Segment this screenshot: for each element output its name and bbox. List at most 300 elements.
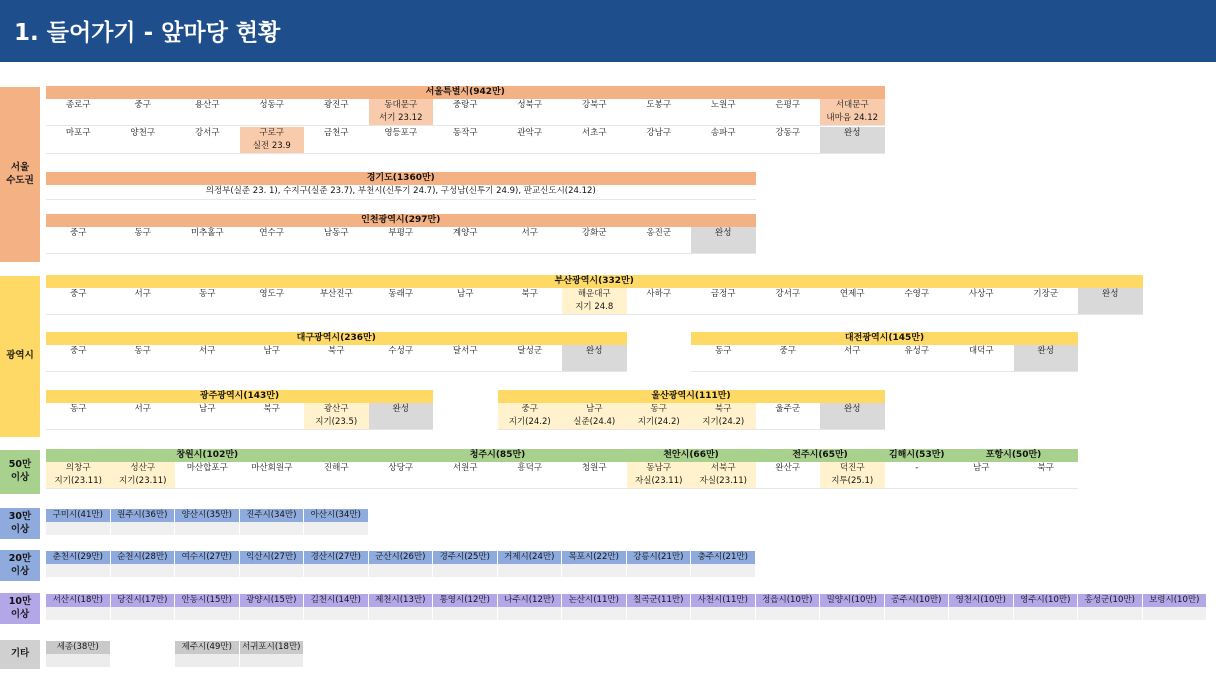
row-divider bbox=[46, 253, 756, 254]
region-note-empty bbox=[175, 112, 240, 125]
region-note-empty bbox=[949, 301, 1014, 314]
region-note: 지투(25.1) bbox=[820, 475, 885, 488]
city-note-empty bbox=[433, 607, 497, 620]
group-label-capital: 서울 수도권 bbox=[0, 86, 40, 262]
region-name: 서구 bbox=[134, 404, 151, 415]
city-cell: 진주시(34만) bbox=[240, 509, 304, 522]
city-cell: 칠곡군(11만) bbox=[627, 594, 691, 607]
region-name: 강화군 bbox=[581, 228, 607, 239]
region-note-empty bbox=[949, 475, 1014, 488]
city-note-empty bbox=[820, 607, 884, 620]
region-note-empty bbox=[820, 140, 885, 153]
city-cell: 세종(38만) bbox=[46, 641, 110, 654]
row-divider bbox=[46, 314, 1143, 315]
region-note-empty bbox=[46, 112, 111, 125]
region-note-empty bbox=[369, 240, 434, 253]
city-note-empty bbox=[691, 564, 755, 577]
region-note-empty bbox=[175, 301, 240, 314]
region-note-empty bbox=[433, 240, 498, 253]
region-name: 수성구 bbox=[388, 346, 414, 357]
region-note-empty bbox=[175, 140, 240, 153]
city-note-empty bbox=[111, 607, 175, 620]
region-note-empty bbox=[433, 140, 498, 153]
region-name: 성동구 bbox=[259, 100, 285, 111]
city-header: 김해시(53만) bbox=[885, 449, 950, 462]
region-note: 지기(24.2) bbox=[627, 416, 692, 429]
region-name: 완성 bbox=[369, 403, 434, 416]
region-note-empty bbox=[46, 358, 111, 371]
city-note-empty bbox=[175, 654, 239, 667]
city-note-empty bbox=[304, 564, 368, 577]
region-note-empty bbox=[756, 301, 821, 314]
gwangju-header: 광주광역시(143만) bbox=[46, 390, 433, 403]
city-note-empty bbox=[433, 564, 497, 577]
region-name: 양천구 bbox=[130, 128, 156, 139]
region-name: 북구 bbox=[1037, 463, 1054, 474]
city-cell: 아산시(34만) bbox=[304, 509, 368, 522]
city-cell: 거제시(24만) bbox=[498, 551, 562, 564]
city-note-empty bbox=[627, 564, 691, 577]
region-name: 달서구 bbox=[452, 346, 478, 357]
region-name: 중구 bbox=[134, 100, 151, 111]
city-cell: 서귀포시(18만) bbox=[240, 641, 304, 654]
ulsan-header: 울산광역시(111만) bbox=[498, 390, 885, 403]
city-cell: 목포시(22만) bbox=[562, 551, 626, 564]
row-divider bbox=[46, 371, 627, 372]
city-cell: 밀양시(10만) bbox=[820, 594, 884, 607]
city-note-empty bbox=[756, 607, 820, 620]
region-note-empty bbox=[627, 240, 692, 253]
group-label-over30: 30만 이상 bbox=[0, 507, 40, 539]
city-cell: 사천시(11만) bbox=[691, 594, 755, 607]
region-note-empty bbox=[46, 140, 111, 153]
city-cell: 원주시(36만) bbox=[111, 509, 175, 522]
city-note-empty bbox=[175, 564, 239, 577]
region-name: 마산회원구 bbox=[251, 463, 293, 474]
region-name: 북구 bbox=[691, 403, 756, 416]
region-name: 유성구 bbox=[904, 346, 930, 357]
region-note: 지기(23.11) bbox=[46, 475, 111, 488]
city-header: 창원시(102만) bbox=[46, 449, 369, 462]
region-name: 미추홀구 bbox=[190, 228, 224, 239]
city-note-empty bbox=[498, 564, 562, 577]
region-name: 동구 bbox=[134, 346, 151, 357]
region-note-empty bbox=[369, 301, 434, 314]
region-name: 마산합포구 bbox=[186, 463, 228, 474]
region-note-empty bbox=[175, 416, 240, 429]
region-name: 수영구 bbox=[904, 289, 930, 300]
city-cell: 강릉시(21만) bbox=[627, 551, 691, 564]
city-cell: 서산시(18만) bbox=[46, 594, 110, 607]
region-note-empty bbox=[498, 240, 563, 253]
region-note-empty bbox=[175, 240, 240, 253]
region-name: 중구 bbox=[498, 403, 563, 416]
region-name: 강북구 bbox=[581, 100, 607, 111]
region-name: 남구 bbox=[263, 346, 280, 357]
city-cell: 정읍시(10만) bbox=[756, 594, 820, 607]
region-note-empty bbox=[562, 140, 627, 153]
region-name: 부산진구 bbox=[319, 289, 353, 300]
region-note-empty bbox=[820, 416, 885, 429]
region-note-empty bbox=[691, 358, 756, 371]
region-name: 영등포구 bbox=[384, 128, 418, 139]
region-note: 서기 23.12 bbox=[369, 112, 434, 125]
region-name: 종로구 bbox=[65, 100, 91, 111]
region-note-empty bbox=[46, 301, 111, 314]
city-note-empty bbox=[46, 564, 110, 577]
region-note-empty bbox=[691, 112, 756, 125]
region-name: 동구 bbox=[70, 404, 87, 415]
region-name: 동작구 bbox=[452, 128, 478, 139]
city-cell: 광양시(15만) bbox=[240, 594, 304, 607]
daejeon-header: 대전광역시(145만) bbox=[691, 332, 1078, 345]
row-divider bbox=[46, 199, 756, 200]
city-note-empty bbox=[46, 522, 110, 535]
incheon-header: 인천광역시(297만) bbox=[46, 214, 756, 227]
region-note-empty bbox=[240, 416, 305, 429]
city-cell: 군산시(26만) bbox=[369, 551, 433, 564]
region-note-empty bbox=[1014, 358, 1079, 371]
region-note-empty bbox=[885, 301, 950, 314]
region-name: 서구 bbox=[844, 346, 861, 357]
region-name: 흥덕구 bbox=[517, 463, 543, 474]
region-note-empty bbox=[1014, 301, 1079, 314]
city-header: 청주시(85만) bbox=[369, 449, 627, 462]
region-name: 영도구 bbox=[259, 289, 285, 300]
region-name: 서원구 bbox=[452, 463, 478, 474]
region-note-empty bbox=[175, 475, 240, 488]
title-bar bbox=[0, 0, 1216, 62]
region-name: 용산구 bbox=[194, 100, 220, 111]
region-name: 중구 bbox=[70, 289, 87, 300]
city-note-empty bbox=[46, 607, 110, 620]
city-header: 포항시(50만) bbox=[949, 449, 1078, 462]
region-note-empty bbox=[369, 358, 434, 371]
region-name: 동구 bbox=[134, 228, 151, 239]
region-note-empty bbox=[111, 112, 176, 125]
city-note-empty bbox=[304, 607, 368, 620]
region-note-empty bbox=[111, 358, 176, 371]
region-note-empty bbox=[562, 240, 627, 253]
region-note-empty bbox=[369, 140, 434, 153]
region-name: 구로구 bbox=[240, 127, 305, 140]
region-name: 북구 bbox=[521, 289, 538, 300]
city-note-empty bbox=[627, 607, 691, 620]
region-note-empty bbox=[111, 140, 176, 153]
region-name: 광산구 bbox=[304, 403, 369, 416]
region-name: 송파구 bbox=[710, 128, 736, 139]
region-name: 완성 bbox=[820, 127, 885, 140]
city-cell: 제천시(13만) bbox=[369, 594, 433, 607]
region-note: 자실(23.11) bbox=[691, 475, 756, 488]
region-note-empty bbox=[562, 358, 627, 371]
region-note-empty bbox=[240, 358, 305, 371]
region-note-empty bbox=[111, 416, 176, 429]
city-cell: 제주시(49만) bbox=[175, 641, 239, 654]
region-note: 실준(24.4) bbox=[562, 416, 627, 429]
region-name: 서대문구 bbox=[820, 99, 885, 112]
city-cell: 나주시(12만) bbox=[498, 594, 562, 607]
seoul-header: 서울특별시(942만) bbox=[46, 86, 885, 99]
region-name: 진해구 bbox=[323, 463, 349, 474]
region-note-empty bbox=[240, 475, 305, 488]
city-cell: 경주시(25만) bbox=[433, 551, 497, 564]
region-note-empty bbox=[820, 301, 885, 314]
city-note-empty bbox=[691, 607, 755, 620]
region-note-empty bbox=[562, 475, 627, 488]
region-name: 완성 bbox=[1078, 288, 1143, 301]
region-name: 동남구 bbox=[627, 462, 692, 475]
region-name: 광진구 bbox=[323, 100, 349, 111]
region-name: 성북구 bbox=[517, 100, 543, 111]
region-note-empty bbox=[1078, 301, 1143, 314]
region-note: 지기(23.11) bbox=[111, 475, 176, 488]
region-note-empty bbox=[691, 301, 756, 314]
region-note-empty bbox=[433, 475, 498, 488]
row-divider bbox=[46, 153, 885, 154]
city-cell: 홍성군(10만) bbox=[1078, 594, 1142, 607]
city-note-empty bbox=[369, 607, 433, 620]
city-note-empty bbox=[949, 607, 1013, 620]
region-note-empty bbox=[369, 475, 434, 488]
city-cell: 충주시(21만) bbox=[691, 551, 755, 564]
city-cell: 익산시(27만) bbox=[240, 551, 304, 564]
region-name: 완성 bbox=[691, 227, 756, 240]
region-name: 동대문구 bbox=[369, 99, 434, 112]
row-divider bbox=[46, 429, 433, 430]
region-note-empty bbox=[240, 301, 305, 314]
city-cell: 보령시(10만) bbox=[1143, 594, 1207, 607]
city-note-empty bbox=[175, 522, 239, 535]
region-name: 강서구 bbox=[775, 289, 801, 300]
region-name: 동래구 bbox=[388, 289, 414, 300]
daegu-header: 대구광역시(236만) bbox=[46, 332, 627, 345]
region-name: 서구 bbox=[134, 289, 151, 300]
region-name: 성산구 bbox=[111, 462, 176, 475]
region-note: 실전 23.9 bbox=[240, 140, 305, 153]
page-title: 1. 들어가기 - 앞마당 현황 bbox=[14, 20, 281, 46]
region-note-empty bbox=[691, 240, 756, 253]
region-name: 강동구 bbox=[775, 128, 801, 139]
region-name: 남구 bbox=[457, 289, 474, 300]
city-cell: 영천시(10만) bbox=[949, 594, 1013, 607]
city-note-empty bbox=[240, 522, 304, 535]
region-name: 해운대구 bbox=[562, 288, 627, 301]
region-note-empty bbox=[433, 112, 498, 125]
region-name: 서구 bbox=[199, 346, 216, 357]
region-note-empty bbox=[820, 358, 885, 371]
region-note-empty bbox=[304, 301, 369, 314]
busan-header: 부산광역시(332만) bbox=[46, 275, 1143, 288]
region-name: 동구 bbox=[199, 289, 216, 300]
region-note-empty bbox=[304, 140, 369, 153]
city-note-empty bbox=[498, 607, 562, 620]
city-cell: 경산시(27만) bbox=[304, 551, 368, 564]
region-name: 동구 bbox=[715, 346, 732, 357]
region-note-empty bbox=[756, 358, 821, 371]
region-name: 완성 bbox=[562, 345, 627, 358]
region-note-empty bbox=[949, 358, 1014, 371]
city-note-empty bbox=[240, 564, 304, 577]
region-note: 내마음 24.12 bbox=[820, 112, 885, 125]
region-name: 노원구 bbox=[710, 100, 736, 111]
region-name: 상당구 bbox=[388, 463, 414, 474]
region-note: 지기(23.5) bbox=[304, 416, 369, 429]
region-note-empty bbox=[111, 240, 176, 253]
region-note: 지기(24.2) bbox=[691, 416, 756, 429]
region-name: 마포구 bbox=[65, 128, 91, 139]
region-note-empty bbox=[498, 358, 563, 371]
region-note-empty bbox=[304, 112, 369, 125]
region-name: 북구 bbox=[328, 346, 345, 357]
region-note-empty bbox=[498, 140, 563, 153]
city-note-empty bbox=[1014, 607, 1078, 620]
city-note-empty bbox=[304, 522, 368, 535]
region-name: - bbox=[915, 463, 919, 474]
region-name: 연수구 bbox=[259, 228, 285, 239]
city-cell: 논산시(11만) bbox=[562, 594, 626, 607]
city-note-empty bbox=[369, 564, 433, 577]
group-label-other: 기타 bbox=[0, 639, 40, 669]
city-cell: 당진시(17만) bbox=[111, 594, 175, 607]
region-name: 중랑구 bbox=[452, 100, 478, 111]
city-note-empty bbox=[111, 564, 175, 577]
region-note-empty bbox=[1014, 475, 1079, 488]
region-note-empty bbox=[627, 301, 692, 314]
region-name: 완성 bbox=[1014, 345, 1079, 358]
gyeonggi-header: 경기도(1360만) bbox=[46, 172, 756, 185]
region-name: 동구 bbox=[627, 403, 692, 416]
region-name: 연제구 bbox=[839, 289, 865, 300]
city-note-empty bbox=[240, 654, 304, 667]
region-note-empty bbox=[562, 112, 627, 125]
region-note-empty bbox=[756, 112, 821, 125]
region-name: 서북구 bbox=[691, 462, 756, 475]
region-name: 완성 bbox=[820, 403, 885, 416]
city-cell: 통영시(12만) bbox=[433, 594, 497, 607]
row-divider bbox=[691, 371, 1078, 372]
region-name: 의창구 bbox=[46, 462, 111, 475]
city-note-empty bbox=[111, 522, 175, 535]
city-note-empty bbox=[562, 607, 626, 620]
region-name: 덕진구 bbox=[820, 462, 885, 475]
region-note-empty bbox=[756, 475, 821, 488]
region-name: 사하구 bbox=[646, 289, 672, 300]
city-cell: 양산시(35만) bbox=[175, 509, 239, 522]
region-name: 중구 bbox=[70, 346, 87, 357]
region-note-empty bbox=[756, 140, 821, 153]
region-note: 자실(23.11) bbox=[627, 475, 692, 488]
region-note-empty bbox=[46, 240, 111, 253]
region-name: 도봉구 bbox=[646, 100, 672, 111]
region-name: 청원구 bbox=[581, 463, 607, 474]
city-cell: 여수시(27만) bbox=[175, 551, 239, 564]
city-note-empty bbox=[1143, 607, 1207, 620]
city-note-empty bbox=[175, 607, 239, 620]
city-cell: 순천시(28만) bbox=[111, 551, 175, 564]
region-note-empty bbox=[304, 475, 369, 488]
region-name: 강남구 bbox=[646, 128, 672, 139]
city-cell: 춘천시(29만) bbox=[46, 551, 110, 564]
city-note-empty bbox=[562, 564, 626, 577]
city-note-empty bbox=[1078, 607, 1142, 620]
region-name: 달성군 bbox=[517, 346, 543, 357]
group-label-over10: 10만 이상 bbox=[0, 592, 40, 624]
region-note-empty bbox=[627, 140, 692, 153]
region-note-empty bbox=[304, 358, 369, 371]
region-note: 지기 24.8 bbox=[562, 301, 627, 314]
region-note-empty bbox=[111, 301, 176, 314]
city-note-empty bbox=[46, 654, 110, 667]
region-name: 남구 bbox=[562, 403, 627, 416]
region-note-empty bbox=[627, 112, 692, 125]
region-name: 남동구 bbox=[323, 228, 349, 239]
region-note-empty bbox=[433, 301, 498, 314]
region-name: 금천구 bbox=[323, 128, 349, 139]
region-note-empty bbox=[756, 416, 821, 429]
row-divider bbox=[46, 488, 1078, 489]
region-name: 금정구 bbox=[710, 289, 736, 300]
region-note-empty bbox=[304, 240, 369, 253]
region-note-empty bbox=[240, 240, 305, 253]
region-note-empty bbox=[885, 475, 950, 488]
city-cell: 영주시(10만) bbox=[1014, 594, 1078, 607]
region-name: 은평구 bbox=[775, 100, 801, 111]
region-name: 완산구 bbox=[775, 463, 801, 474]
city-cell: 구미시(41만) bbox=[46, 509, 110, 522]
region-name: 북구 bbox=[263, 404, 280, 415]
region-note-empty bbox=[885, 358, 950, 371]
region-name: 중구 bbox=[70, 228, 87, 239]
region-note: 지기(24.2) bbox=[498, 416, 563, 429]
region-name: 강서구 bbox=[194, 128, 220, 139]
region-name: 서구 bbox=[521, 228, 538, 239]
region-note-empty bbox=[46, 416, 111, 429]
region-name: 울주군 bbox=[775, 404, 801, 415]
region-note-empty bbox=[498, 475, 563, 488]
city-cell: 안동시(15만) bbox=[175, 594, 239, 607]
city-cell: 공주시(10만) bbox=[885, 594, 949, 607]
city-header: 천안시(66만) bbox=[627, 449, 756, 462]
region-name: 부평구 bbox=[388, 228, 414, 239]
city-note-empty bbox=[885, 607, 949, 620]
group-label-over20: 20만 이상 bbox=[0, 549, 40, 581]
region-name: 계양구 bbox=[452, 228, 478, 239]
group-label-over50: 50만 이상 bbox=[0, 449, 40, 494]
region-name: 중구 bbox=[779, 346, 796, 357]
group-label-metro: 광역시 bbox=[0, 275, 40, 437]
region-name: 기장군 bbox=[1033, 289, 1059, 300]
region-name: 관악구 bbox=[517, 128, 543, 139]
region-name: 남구 bbox=[973, 463, 990, 474]
region-note-empty bbox=[433, 358, 498, 371]
region-note-empty bbox=[369, 416, 434, 429]
region-name: 남구 bbox=[199, 404, 216, 415]
region-name: 대덕구 bbox=[968, 346, 994, 357]
region-name: 옹진군 bbox=[646, 228, 672, 239]
row-divider bbox=[498, 429, 885, 430]
region-note-empty bbox=[498, 301, 563, 314]
city-header: 전주시(65만) bbox=[756, 449, 885, 462]
region-name: 서초구 bbox=[581, 128, 607, 139]
city-cell: 김천시(14만) bbox=[304, 594, 368, 607]
city-note-empty bbox=[240, 607, 304, 620]
region-note-empty bbox=[175, 358, 240, 371]
row-divider bbox=[46, 125, 885, 126]
region-note-empty bbox=[240, 112, 305, 125]
gyeonggi-summary: 의정부(실준 23. 1), 수지구(실준 23.7), 부천시(신투기 24.7), 구성남(신투기 24.9), 판교신도시(24.12) bbox=[205, 186, 596, 197]
region-name: 사상구 bbox=[968, 289, 994, 300]
